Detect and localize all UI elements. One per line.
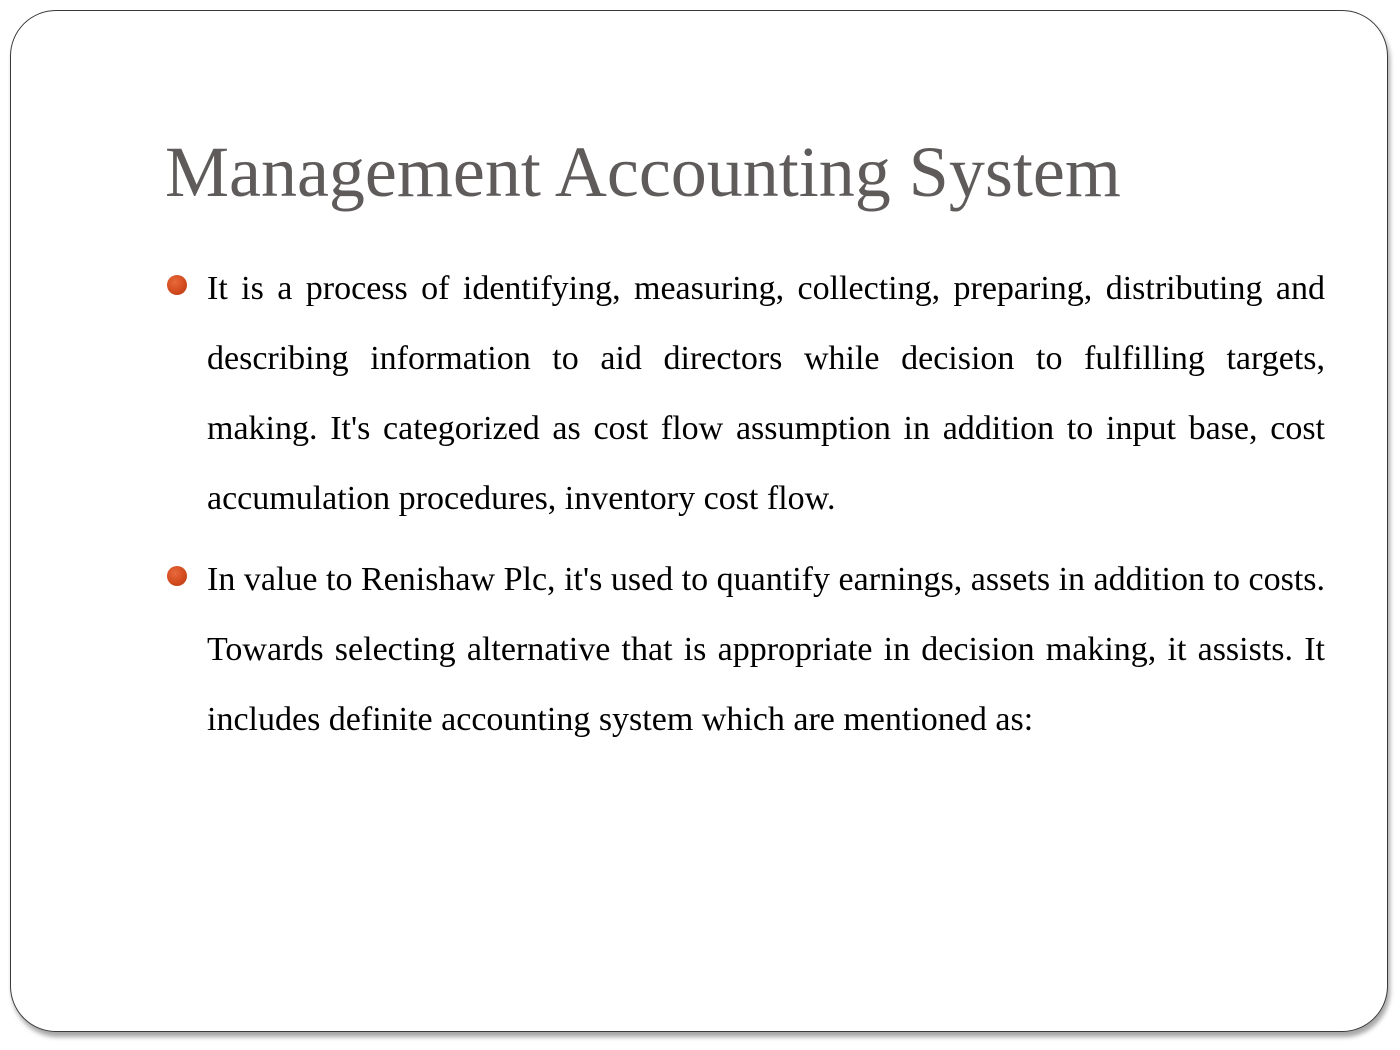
bullet-item [165,545,1325,755]
bullet-text: In value to Renishaw Plc, it's used to quantify earnings, assets in addition to costs. Towards selecting alternative that is appropriate in decision making, it assists. It includes definite accounting system which are mentioned as: [207,561,1325,738]
bullet-dot-icon [167,566,187,586]
slide-title: Management Accounting System [165,132,1121,212]
bullet-text: It is a process of identifying, measuring, collecting, preparing, distributing and describing information to aid directors while decision to fulfilling targets, making. It's categorized as cost flow assumption in addition to input base, cost accumulation procedures, inventory cost flow. [207,270,1325,517]
bullet-dot-icon [167,275,187,295]
bullet-item [165,254,1325,534]
slide-body [165,254,1325,766]
slide [10,10,1388,1032]
